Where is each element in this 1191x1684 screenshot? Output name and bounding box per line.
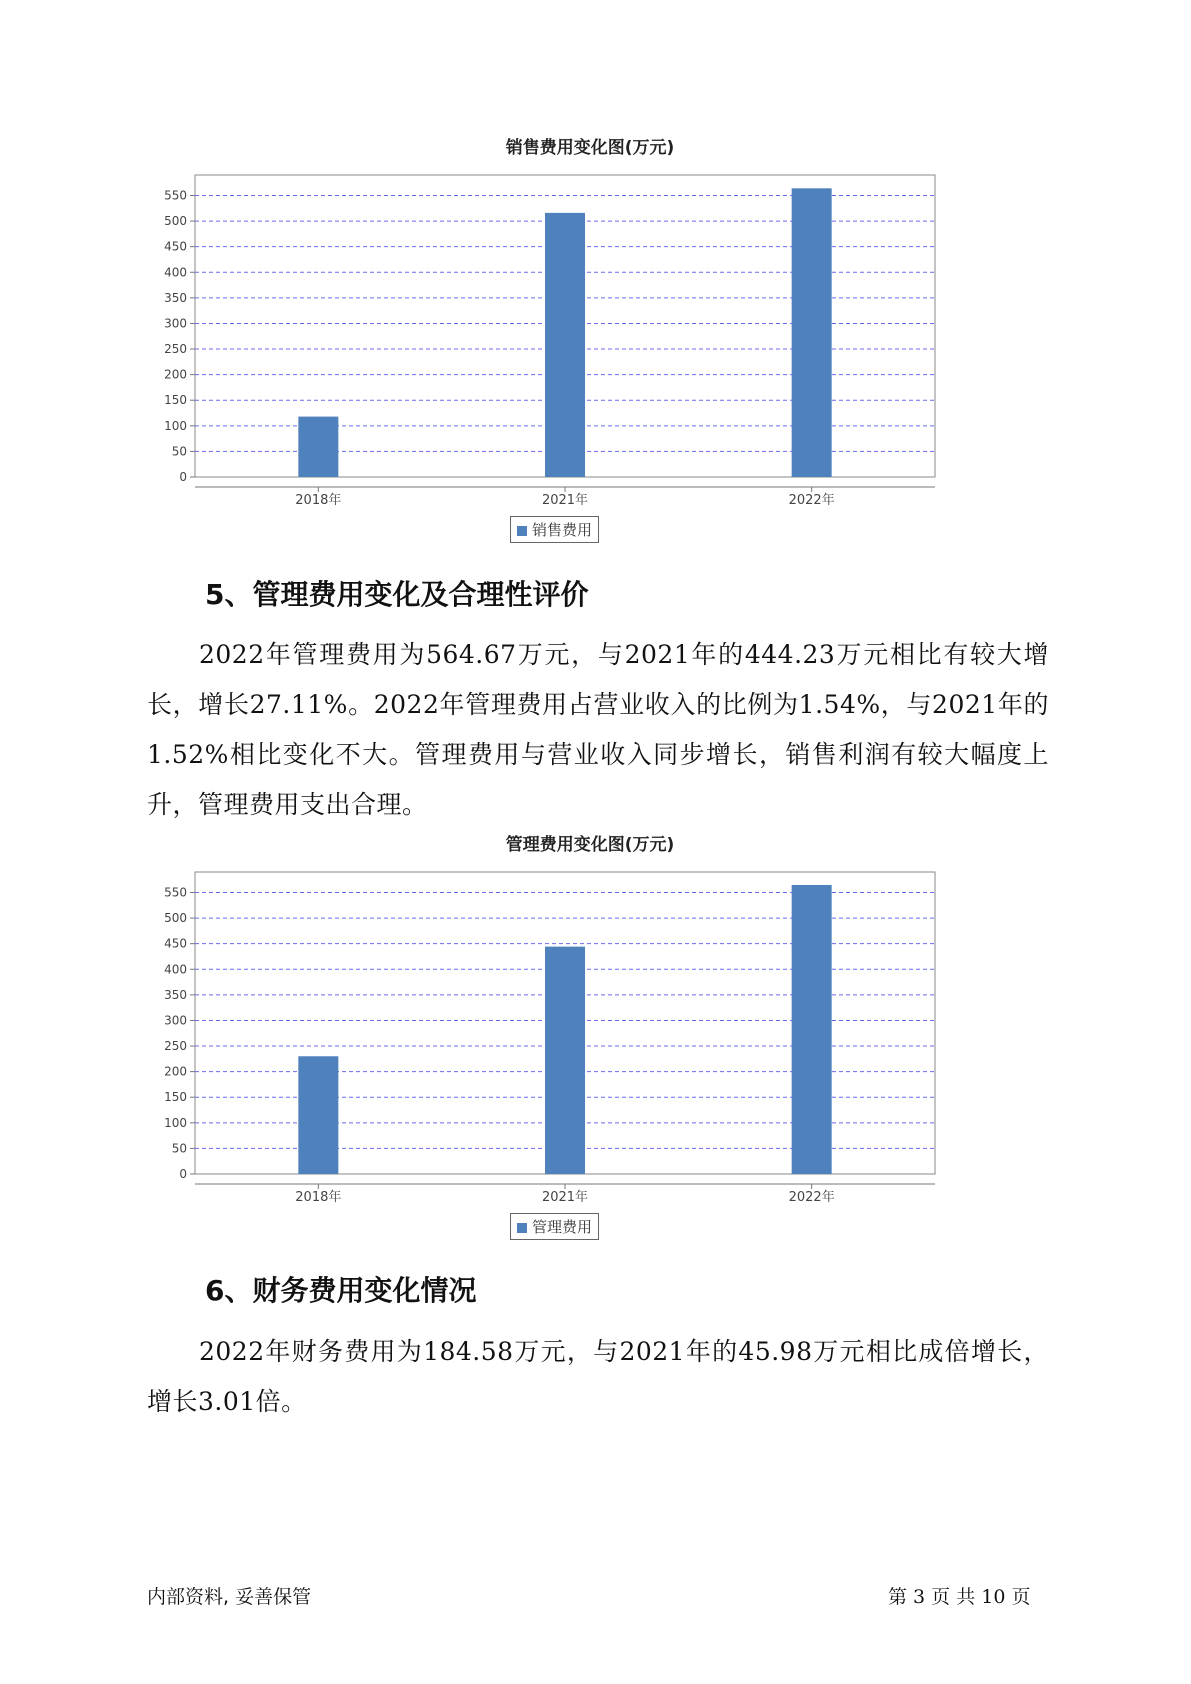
section-6-text: 2022年财务费用为184.58万元，与2021年的45.98万元相比成倍增长，增长3.01倍。 [147, 1337, 1049, 1416]
section-6-heading: 6、财务费用变化情况 [205, 1274, 477, 1307]
footer-left: 内部资料, 妥善保管 [147, 1586, 312, 1608]
footer-page-number: 第 3 页 共 10 页 [888, 1586, 1031, 1608]
x-tick-label: 2021年 [541, 1190, 589, 1205]
y-tick-label: 300 [164, 1013, 187, 1028]
bar [298, 1056, 338, 1174]
section-5-heading: 5、管理费用变化及合理性评价 [205, 578, 589, 611]
section-5-text: 2022年管理费用为564.67万元，与2021年的444.23万元相比有较大增长，增长27.11%。2022年管理费用占营业收入的比例为1.54%，与2021年的1.52%相比变化不大。管理费用与营业收入同步增长，销售利润有较大幅度上升，管理费用支出合理。 [147, 640, 1049, 819]
y-tick-label: 50 [171, 444, 187, 459]
bar [545, 213, 585, 477]
y-tick-label: 100 [164, 1115, 187, 1130]
section-5-paragraph [147, 630, 1049, 830]
y-tick-label: 350 [164, 987, 187, 1002]
admin-expense-chart [150, 822, 1030, 1252]
bar [792, 188, 832, 477]
x-tick-label: 2018年 [295, 493, 342, 508]
y-tick-label: 500 [164, 911, 187, 926]
y-tick-label: 150 [164, 1090, 187, 1105]
y-tick-label: 200 [164, 1064, 187, 1079]
bar [298, 417, 338, 477]
y-tick-label: 350 [164, 290, 187, 305]
legend-swatch [517, 1223, 527, 1233]
legend-swatch [517, 526, 527, 536]
y-tick-label: 400 [164, 265, 187, 280]
y-tick-label: 250 [164, 1039, 187, 1054]
chart-legend [510, 1213, 599, 1240]
chart-legend [510, 516, 599, 543]
y-tick-label: 250 [164, 342, 187, 357]
sales-expense-chart [150, 125, 1030, 555]
y-tick-label: 500 [164, 214, 187, 229]
y-tick-label: 450 [164, 239, 187, 254]
y-tick-label: 150 [164, 393, 187, 408]
chart-title: 销售费用变化图(万元) [505, 138, 675, 158]
x-tick-label: 2022年 [788, 493, 835, 508]
legend-label: 销售费用 [532, 521, 593, 539]
y-tick-label: 400 [164, 962, 187, 977]
y-tick-label: 550 [164, 885, 187, 900]
y-tick-label: 0 [179, 1167, 187, 1181]
chart-plot [150, 125, 1030, 555]
section-6-paragraph [147, 1327, 1049, 1427]
x-tick-label: 2018年 [295, 1190, 342, 1205]
chart-plot [150, 822, 1030, 1252]
y-tick-label: 300 [164, 316, 187, 331]
y-tick-label: 100 [164, 418, 187, 433]
legend-label: 管理费用 [532, 1218, 593, 1236]
x-tick-label: 2022年 [788, 1190, 835, 1205]
y-tick-label: 450 [164, 936, 187, 951]
x-tick-label: 2021年 [541, 493, 589, 508]
chart-title: 管理费用变化图(万元) [505, 835, 675, 855]
bar [545, 947, 585, 1174]
y-tick-label: 200 [164, 367, 187, 382]
y-tick-label: 0 [179, 470, 187, 484]
y-tick-label: 50 [171, 1141, 187, 1156]
bar [792, 885, 832, 1174]
y-tick-label: 550 [164, 188, 187, 203]
